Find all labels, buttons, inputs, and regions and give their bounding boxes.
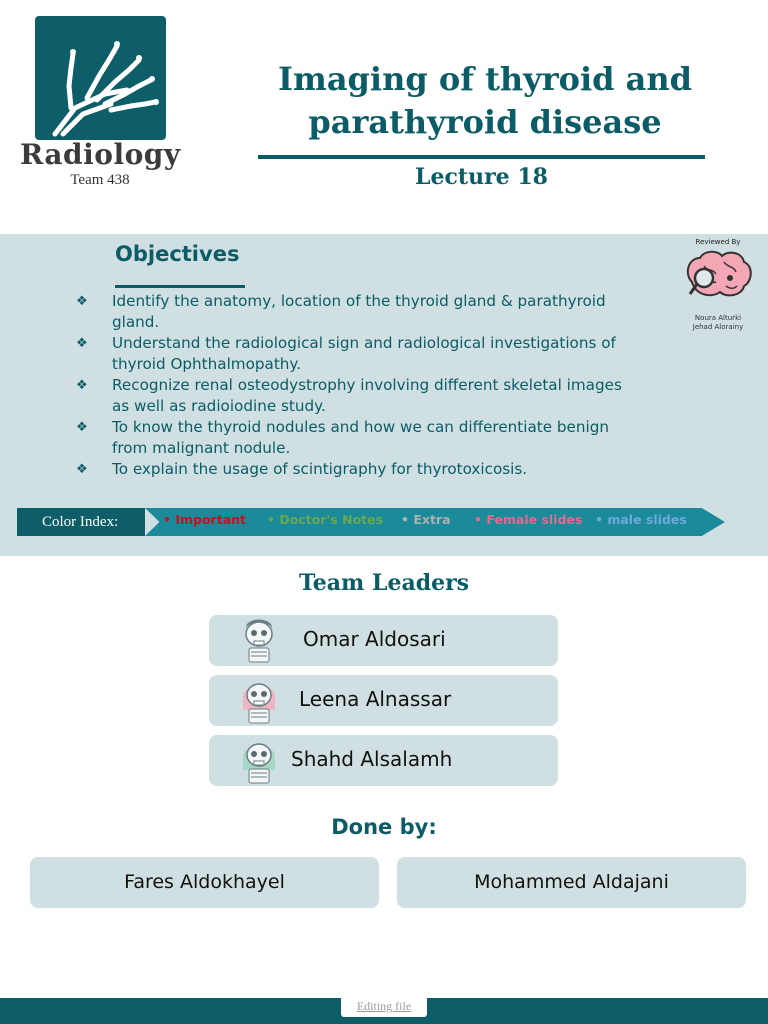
bullet-icon: ❖ bbox=[76, 378, 88, 393]
member-name: Fares Aldokhayel bbox=[124, 871, 285, 893]
objectives-heading: Objectives bbox=[115, 242, 240, 266]
page-title bbox=[240, 58, 730, 144]
reviewed-by-title: Reviewed By bbox=[695, 238, 741, 246]
objectives-divider bbox=[115, 285, 245, 288]
objective-item: ❖ Recognize renal osteodystrophy involving different skeletal images as well as radioiodine study. bbox=[76, 376, 622, 415]
objective-item: ❖ To know the thyroid nodules and how we can differentiate benign from malignant nodule. bbox=[76, 418, 609, 457]
lecture-number: Lecture 18 bbox=[415, 164, 548, 190]
editing-file-link[interactable]: Editing file bbox=[341, 995, 427, 1017]
done-by-heading: Done by: bbox=[331, 815, 437, 839]
reviewer-name: Noura Alturki bbox=[694, 314, 742, 322]
bullet-icon: ❖ bbox=[76, 336, 88, 351]
skeleton-avatar-icon bbox=[235, 736, 283, 786]
bullet-icon: ❖ bbox=[76, 462, 88, 477]
color-index-bar bbox=[17, 508, 725, 536]
radiology-logo bbox=[35, 16, 166, 140]
legend-male-slides: • male slides bbox=[595, 512, 687, 527]
logo-title: Radiology bbox=[20, 138, 181, 171]
legend-extra: • Extra bbox=[401, 512, 451, 527]
title-line-2: parathyroid disease bbox=[308, 103, 662, 141]
objectives-list bbox=[76, 291, 636, 480]
bullet-icon: ❖ bbox=[76, 420, 88, 435]
member-card bbox=[397, 857, 746, 908]
skeleton-avatar-icon bbox=[235, 676, 283, 726]
objectives-panel bbox=[0, 234, 768, 556]
team-leaders-heading: Team Leaders bbox=[298, 570, 470, 596]
leader-card bbox=[209, 615, 558, 666]
brain-mascot-icon bbox=[682, 248, 754, 310]
bullet-icon: ❖ bbox=[76, 294, 88, 309]
objective-item: ❖ To explain the usage of scintigraphy for thyrotoxicosis. bbox=[76, 460, 528, 478]
member-name: Mohammed Aldajani bbox=[474, 871, 669, 893]
logo-subtitle: Team 438 bbox=[70, 172, 130, 188]
reviewed-by-badge bbox=[678, 238, 758, 338]
title-line-1: Imaging of thyroid and bbox=[277, 60, 692, 98]
legend-important: • Important bbox=[163, 512, 247, 527]
leader-card bbox=[209, 675, 558, 726]
legend-female-slides: • Female slides bbox=[474, 512, 583, 527]
objective-item: ❖ Understand the radiological sign and radiological investigations of thyroid Ophthalmopathy. bbox=[76, 334, 616, 373]
legend-doctors-notes: • Doctor's Notes bbox=[267, 512, 384, 527]
color-index-label: Color Index: bbox=[17, 508, 145, 536]
leader-name: Omar Aldosari bbox=[303, 627, 446, 651]
skeleton-avatar-icon bbox=[235, 616, 283, 666]
objective-item: ❖ Identify the anatomy, location of the thyroid gland & parathyroid gland. bbox=[76, 292, 606, 331]
leader-name: Leena Alnassar bbox=[299, 687, 452, 711]
reviewer-name: Jehad Alorainy bbox=[692, 323, 744, 331]
member-card bbox=[30, 857, 379, 908]
hand-xray-icon bbox=[35, 16, 166, 140]
leader-card bbox=[209, 735, 558, 786]
leader-name: Shahd Alsalamh bbox=[291, 747, 453, 771]
title-divider bbox=[258, 155, 705, 159]
